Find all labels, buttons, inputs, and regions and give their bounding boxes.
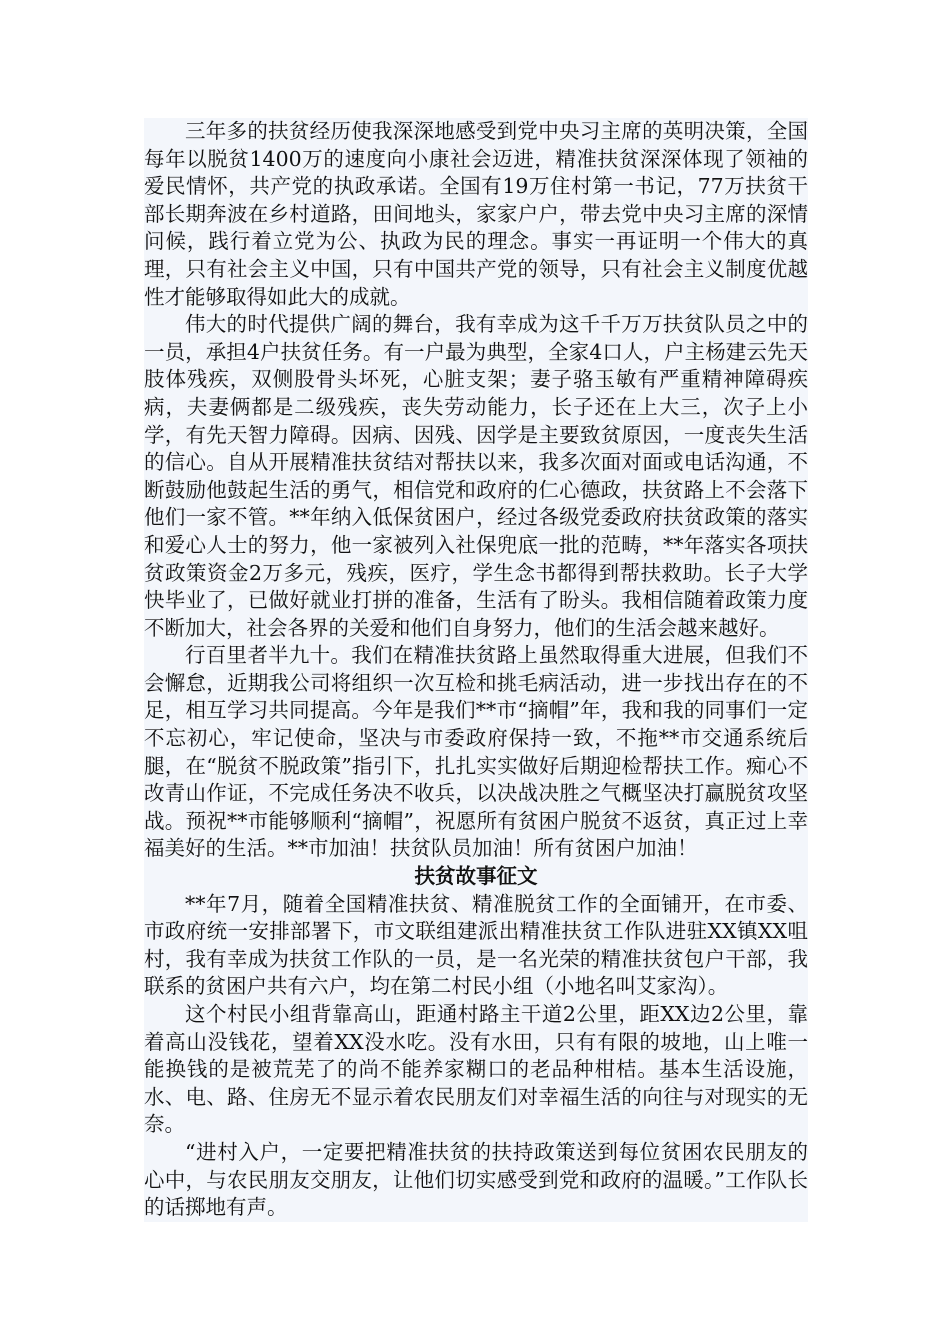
paragraph: 这个村民小组背靠高山，距通村路主干道2公里，距XX边2公里，靠着高山没钱花，望着XX没水吃。没有水田，只有有限的坡地，山上唯一能换钱的是被荒芜了的尚不能养家糊口的老品种柑桔。基本生活设施，水、电、路、住房无不显示着农民朋友们对幸福生活的向往与对现实的无奈。 xyxy=(144,1002,808,1137)
paragraph: 行百里者半九十。我们在精准扶贫路上虽然取得重大进展，但我们不会懈怠，近期我公司将组织一次互检和挑毛病活动，进一步找出存在的不足，相互学习共同提高。今年是我们**市“摘帽”年，我和我的同事们一定不忘初心，牢记使命，坚决与市委政府保持一致，不拖**市交通系统后腿，在“脱贫不脱政策”指引下，扎扎实实做好后期迎检帮扶工作。痴心不改青山作证，不完成任务决不收兵，以决战决胜之气概坚决打赢脱贫攻坚战。预祝**市能够顺利“摘帽”，祝愿所有贫困户脱贫不返贫，真正过上幸福美好的生活。**市加油！扶贫队员加油！所有贫困户加油！ xyxy=(144,643,808,861)
document-body xyxy=(144,118,808,1222)
section-heading: 扶贫故事征文 xyxy=(414,864,538,889)
paragraph: 三年多的扶贫经历使我深深地感受到党中央习主席的英明决策，全国每年以脱贫1400万的速度向小康社会迈进，精准扶贫深深体现了领袖的爱民情怀，共产党的执政承诺。全国有19万住村第一书记，77万扶贫干部长期奔波在乡村道路，田间地头，家家户户，带去党中央习主席的深情问候，践行着立党为公、执政为民的理念。事实一再证明一个伟大的真理，只有社会主义中国，只有中国共产党的领导，只有社会主义制度优越性才能够取得如此大的成就。 xyxy=(144,119,808,309)
paragraph: 伟大的时代提供广阔的舞台，我有幸成为这千千万万扶贫队员之中的一员，承担4户扶贫任务。有一户最为典型，全家4口人，户主杨建云先天肢体残疾，双侧股骨头坏死，心脏支架；妻子骆玉敏有严重精神障碍疾病，夫妻俩都是二级残疾，丧失劳动能力，长子还在上大三，次子上小学，有先天智力障碍。因病、因残、因学是主要致贫原因，一度丧失生活的信心。自从开展精准扶贫结对帮扶以来，我多次面对面或电话沟通，不断鼓励他鼓起生活的勇气，相信党和政府的仁心德政，扶贫路上不会落下他们一家不管。**年纳入低保贫困户，经过各级党委政府扶贫政策的落实和爱心人士的努力，他一家被列入社保兜底一批的范畴，**年落实各项扶贫政策资金2万多元，残疾，医疗，学生念书都得到帮扶救助。长子大学快毕业了，已做好就业打拼的准备，生活有了盼头。我相信随着政策力度不断加大，社会各界的关爱和他们自身努力，他们的生活会越来越好。 xyxy=(144,312,808,640)
paragraph: **年7月，随着全国精准扶贫、精准脱贫工作的全面铺开，在市委、市政府统一安排部署下，市文联组建派出精准扶贫工作队进驻XX镇XX咀村，我有幸成为扶贫工作队的一员，是一名光荣的精准扶贫包户干部，我联系的贫困户共有六户，均在第二村民小组（小地名叫艾家沟）。 xyxy=(144,891,808,999)
paragraph: “进村入户，一定要把精准扶贫的扶持政策送到每位贫困农民朋友的心中，与农民朋友交朋友，让他们切实感受到党和政府的温暖。”工作队长的话掷地有声。 xyxy=(144,1139,808,1220)
